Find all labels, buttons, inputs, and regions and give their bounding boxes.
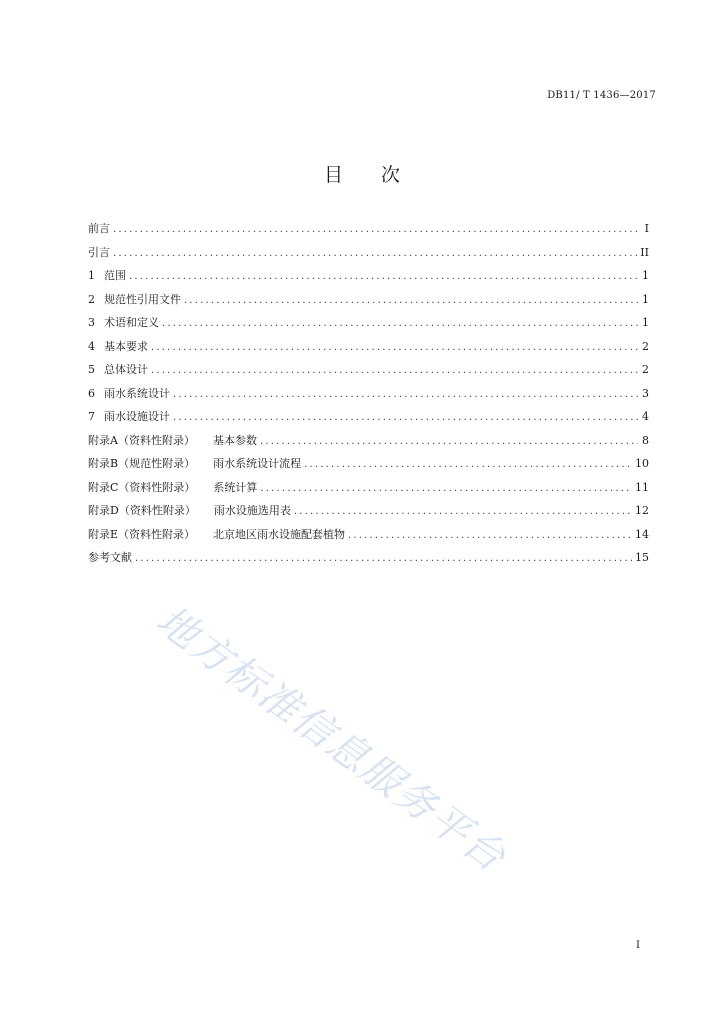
toc-leader-dots <box>151 365 638 376</box>
toc-entry-label: 总体设计 <box>104 363 148 376</box>
toc-entry-number: 4 <box>88 339 95 353</box>
standard-code: DB11/ T 1436—2017 <box>547 90 656 101</box>
toc-entry-appendix: 附录A（资料性附录） <box>88 433 195 447</box>
toc-entry-page: 1 <box>642 292 649 306</box>
toc-entry[interactable] <box>88 549 649 573</box>
toc-entry-page: 4 <box>642 410 649 423</box>
toc-leader-dots <box>260 436 638 447</box>
toc-entry[interactable] <box>88 432 649 456</box>
toc-leader-dots <box>260 483 632 494</box>
toc-leader-dots <box>348 530 632 541</box>
toc-entry-number: 3 <box>88 316 95 329</box>
toc-entry-label: 雨水设施设计 <box>104 410 170 423</box>
toc-entry-appendix: 附录D（资料性附录） <box>88 504 196 517</box>
toc-entry-page: I <box>644 222 649 235</box>
toc-entry-label: 北京地区雨水设施配套植物 <box>213 527 346 541</box>
toc-entry-page: 3 <box>642 386 649 400</box>
toc-entry-page: 2 <box>642 363 649 376</box>
toc-entry-label: 雨水系统设计流程 <box>213 457 302 470</box>
toc-entry-page: 2 <box>642 339 649 353</box>
toc-entry-page: 14 <box>635 527 649 541</box>
page-title <box>0 160 724 187</box>
toc-entry-number: 5 <box>88 363 95 376</box>
toc-leader-dots <box>304 459 632 470</box>
toc-entry-label: 系统计算 <box>213 480 258 494</box>
toc-entry-page: II <box>640 245 649 259</box>
toc-entry-page: 1 <box>642 269 649 282</box>
toc-entry[interactable] <box>88 291 649 315</box>
toc-entry[interactable] <box>88 502 649 526</box>
toc-entry-appendix: 附录B（规范性附录） <box>88 457 196 470</box>
toc-entry-page: 12 <box>635 504 649 517</box>
toc-entry[interactable] <box>88 455 649 479</box>
toc-entry[interactable] <box>88 267 649 291</box>
toc-entry[interactable] <box>88 314 649 338</box>
page-number: I <box>636 940 640 951</box>
toc-entry-appendix: 附录E（资料性附录） <box>88 527 196 541</box>
toc-leader-dots <box>113 224 638 235</box>
toc-entry-label: 术语和定义 <box>104 316 159 329</box>
toc-entry-appendix: 附录C（资料性附录） <box>88 480 196 494</box>
toc-entry[interactable] <box>88 338 649 362</box>
toc-entry-page: 8 <box>642 433 649 447</box>
toc-leader-dots <box>173 389 638 400</box>
toc-leader-dots <box>173 412 638 423</box>
toc-entry-number: 2 <box>88 292 95 306</box>
toc-entry-label: 前言 <box>88 222 110 235</box>
toc-entry[interactable] <box>88 479 649 503</box>
watermark: 地方标准信息服务平台 <box>147 597 515 882</box>
toc-leader-dots <box>294 506 632 517</box>
toc-leader-dots <box>162 318 638 329</box>
toc-leader-dots <box>184 295 638 306</box>
toc-entry-label: 范围 <box>104 269 126 282</box>
table-of-contents <box>88 220 649 573</box>
toc-entry[interactable] <box>88 361 649 385</box>
toc-leader-dots <box>113 248 637 259</box>
toc-entry-number: 7 <box>88 410 95 423</box>
toc-entry-number: 6 <box>88 386 95 400</box>
toc-entry[interactable] <box>88 244 649 268</box>
toc-entry-page: 10 <box>635 457 649 470</box>
toc-entry[interactable] <box>88 385 649 409</box>
toc-entry-label: 雨水设施选用表 <box>213 504 291 517</box>
toc-entry[interactable] <box>88 526 649 550</box>
toc-leader-dots <box>135 553 632 564</box>
toc-entry-page: 11 <box>635 480 649 494</box>
toc-leader-dots <box>129 271 638 282</box>
toc-entry-page: 15 <box>635 551 649 564</box>
toc-entry-number: 1 <box>88 269 95 282</box>
title-char-1: 目 <box>323 164 343 186</box>
toc-entry[interactable] <box>88 408 649 432</box>
toc-entry-label: 雨水系统设计 <box>104 386 170 400</box>
toc-entry-label: 基本要求 <box>104 339 148 353</box>
toc-entry-label: 规范性引用文件 <box>104 292 181 306</box>
toc-entry-page: 1 <box>642 316 649 329</box>
toc-leader-dots <box>151 342 638 353</box>
toc-entry-label: 基本参数 <box>212 433 257 447</box>
toc-entry-label: 参考文献 <box>88 551 132 564</box>
toc-entry[interactable] <box>88 220 649 244</box>
toc-entry-label: 引言 <box>88 245 110 259</box>
title-char-2: 次 <box>381 164 401 186</box>
